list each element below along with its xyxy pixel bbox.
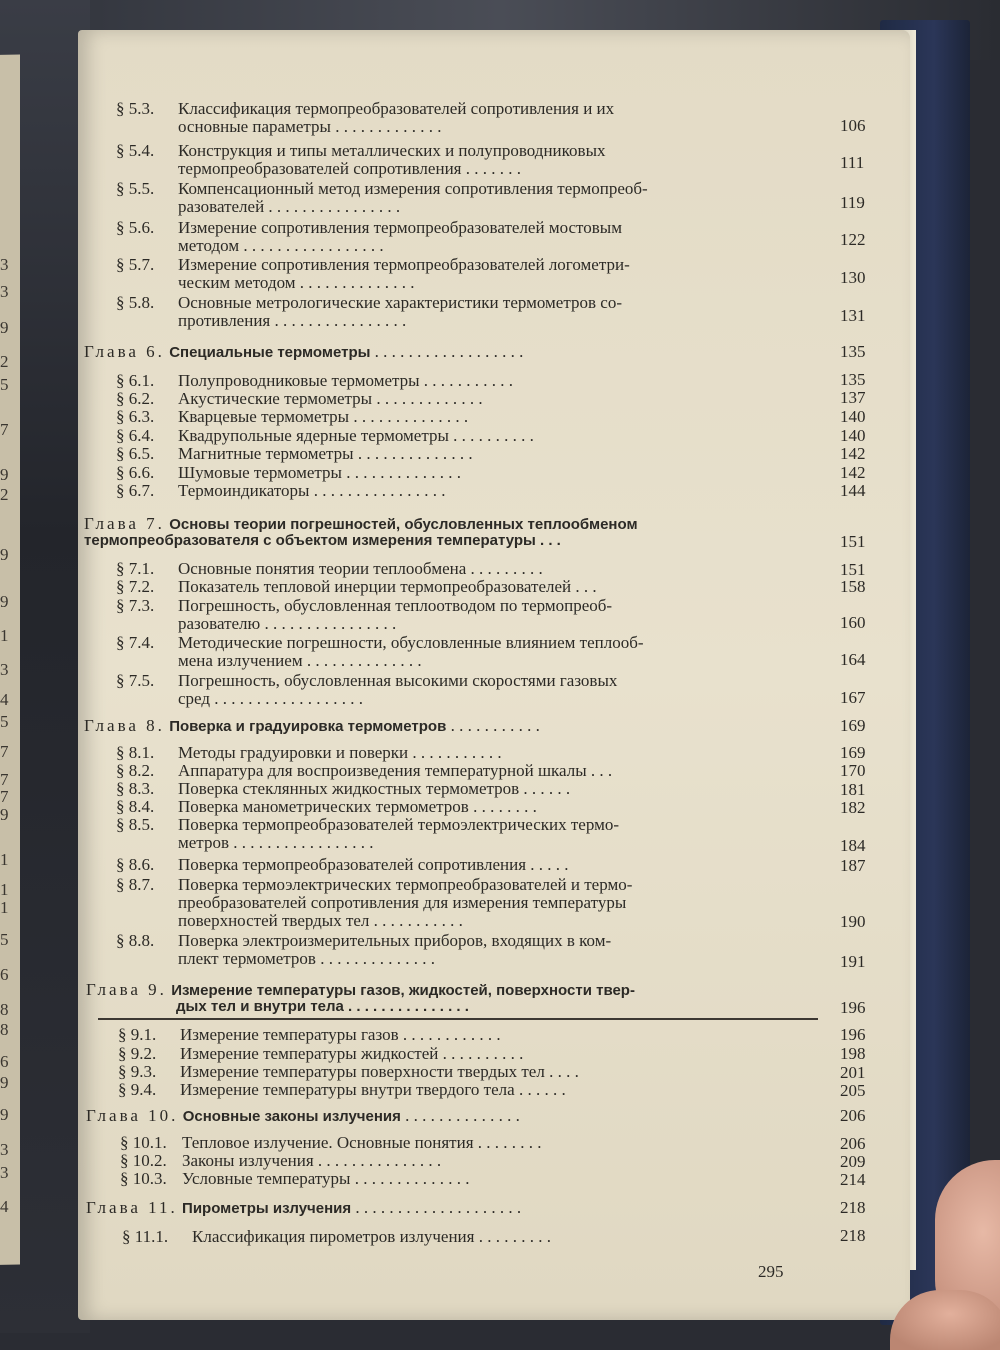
- page-number: 196: [840, 998, 866, 1017]
- page-number: 164: [840, 650, 866, 669]
- section-title-cont: разователей . . . . . . . . . . . . . . . .: [178, 197, 401, 216]
- page-number: 198: [840, 1044, 866, 1063]
- facing-digit: 7: [0, 770, 9, 789]
- section-number: § 8.1.: [116, 743, 155, 762]
- page-number: 135: [840, 370, 866, 389]
- facing-digit: 3: [0, 1163, 9, 1182]
- chapter-label: Глава 10.: [86, 1106, 179, 1125]
- chapter-label: Глава 8.: [84, 716, 165, 735]
- facing-digit: 7: [0, 420, 9, 439]
- section-title: Компенсационный метод измерения сопротивления термопреоб-: [178, 179, 648, 198]
- facing-digit: 6: [0, 1052, 9, 1071]
- section-number: § 9.3.: [118, 1062, 157, 1081]
- page-number: 201: [840, 1063, 866, 1082]
- chapter-heading: [86, 1198, 521, 1218]
- facing-digit: 8: [0, 1000, 9, 1019]
- section-number: § 5.7.: [116, 255, 155, 274]
- facing-digit: 3: [0, 660, 9, 679]
- section-title: Термоиндикаторы . . . . . . . . . . . . . . . .: [178, 481, 446, 500]
- section-title: Измерение температуры поверхности твердых тел . . . .: [180, 1062, 579, 1081]
- section-number: § 5.5.: [116, 179, 155, 198]
- page-number: 181: [840, 780, 866, 799]
- leader-dots: . . . . . . . . . . . . . .: [405, 1106, 520, 1125]
- page-number: 190: [840, 912, 866, 931]
- page-number: 182: [840, 798, 866, 817]
- page-number: 206: [840, 1134, 866, 1153]
- page-number: 160: [840, 613, 866, 632]
- page-number: 137: [840, 388, 866, 407]
- section-title-cont: преобразователей сопротивления для измерения температуры: [178, 893, 627, 912]
- separator-rule: [98, 1018, 818, 1020]
- facing-digit: 5: [0, 712, 9, 731]
- facing-digit: 4: [0, 690, 9, 709]
- section-title: Магнитные термометры . . . . . . . . . . . . . .: [178, 444, 473, 463]
- page-number: 169: [840, 743, 866, 762]
- section-title: Квадрупольные ядерные термометры . . . . . . . . . .: [178, 426, 534, 445]
- section-number: § 7.3.: [116, 596, 155, 615]
- chapter-label: Глава 9.: [86, 980, 167, 999]
- section-number: § 6.6.: [116, 463, 155, 482]
- section-number: § 11.1.: [122, 1227, 169, 1246]
- section-number: § 8.2.: [116, 761, 155, 780]
- section-title: Классификация пирометров излучения . . . . . . . . .: [192, 1227, 551, 1246]
- section-number: § 7.4.: [116, 633, 155, 652]
- facing-digit: 1: [0, 880, 9, 899]
- section-number: § 10.2.: [120, 1151, 167, 1170]
- page-folio: 295: [758, 1262, 784, 1281]
- chapter-heading: [84, 514, 638, 534]
- page-number: 151: [840, 560, 866, 579]
- page-number: 142: [840, 463, 866, 482]
- section-number: § 5.8.: [116, 293, 155, 312]
- facing-digit: 9: [0, 465, 9, 484]
- page-number: 111: [840, 153, 865, 172]
- facing-digit: 5: [0, 375, 9, 394]
- section-number: § 8.3.: [116, 779, 155, 798]
- page-number: 187: [840, 856, 866, 875]
- section-number: § 6.5.: [116, 444, 155, 463]
- chapter-title: Основные законы излучения: [182, 1108, 401, 1125]
- page-number: 191: [840, 952, 866, 971]
- facing-digit: 9: [0, 318, 9, 337]
- facing-digit: 7: [0, 787, 9, 806]
- section-number: § 6.1.: [116, 371, 155, 390]
- section-title-cont: метров . . . . . . . . . . . . . . . . .: [178, 833, 374, 852]
- section-title-cont: противления . . . . . . . . . . . . . . . .: [178, 311, 407, 330]
- chapter-heading: [84, 716, 540, 736]
- page-number: 158: [840, 577, 866, 596]
- facing-digit: 8: [0, 1020, 9, 1039]
- page-number: 196: [840, 1025, 866, 1044]
- chapter-heading: [84, 342, 523, 362]
- section-title-cont: методом . . . . . . . . . . . . . . . . .: [178, 236, 384, 255]
- section-number: § 7.1.: [116, 559, 155, 578]
- section-title: Погрешность, обусловленная высокими скоростями газовых: [178, 671, 618, 690]
- chapter-title: Поверка и градуировка термометров: [169, 718, 447, 735]
- section-number: § 6.7.: [116, 481, 155, 500]
- section-number: § 5.3.: [116, 99, 155, 118]
- section-title: Полупроводниковые термометры . . . . . . . . . . .: [178, 371, 514, 390]
- section-title: Измерение сопротивления термопреобразователей мостовым: [178, 218, 622, 237]
- chapter-label: Глава 7.: [84, 514, 165, 533]
- section-title: Поверка стеклянных жидкостных термометров . . . . . .: [178, 779, 571, 798]
- section-number: § 8.6.: [116, 855, 155, 874]
- page-number: 214: [840, 1170, 866, 1189]
- section-number: § 9.4.: [118, 1080, 157, 1099]
- section-number: § 8.7.: [116, 875, 155, 894]
- facing-digit: 4: [0, 1197, 9, 1216]
- chapter-heading: [86, 980, 635, 1000]
- page-number: 206: [840, 1106, 866, 1125]
- page-number: 169: [840, 716, 866, 735]
- facing-digit: 9: [0, 1105, 9, 1124]
- section-number: § 10.3.: [120, 1169, 167, 1188]
- leader-dots: . . . . . . . . . . .: [450, 716, 540, 735]
- page-number: 135: [840, 342, 866, 361]
- leader-dots: . . . . . . . . . . . . . . . . . . . .: [355, 1198, 522, 1217]
- page-number: 119: [840, 193, 865, 212]
- section-title: Акустические термометры . . . . . . . . . . . . .: [178, 389, 483, 408]
- chapter-label: Глава 11.: [86, 1198, 178, 1217]
- section-title: Погрешность, обусловленная теплоотводом по термопреоб-: [178, 596, 613, 615]
- chapter-title: Пирометры излучения: [182, 1200, 352, 1217]
- page-number: 130: [840, 268, 866, 287]
- section-title: Методические погрешности, обусловленные влиянием теплооб-: [178, 633, 644, 652]
- section-title-cont: ческим методом . . . . . . . . . . . . . .: [178, 273, 415, 292]
- section-number: § 6.4.: [116, 426, 155, 445]
- section-number: § 9.2.: [118, 1044, 157, 1063]
- facing-digit: 1: [0, 626, 9, 645]
- section-title: Поверка манометрических термометров . . . . . . . .: [178, 797, 537, 816]
- section-title: Поверка термопреобразователей сопротивления . . . . .: [178, 855, 569, 874]
- section-title: Поверка термоэлектрических термопреобразователей и термо-: [178, 875, 633, 894]
- chapter-title-cont: термопреобразователя с объектом измерения температуры . . .: [84, 532, 561, 549]
- chapter-title: Специальные термометры: [169, 344, 371, 361]
- section-title: Измерение температуры внутри твердого тела . . . . . .: [180, 1080, 566, 1099]
- chapter-title-cont: дых тел и внутри тела . . . . . . . . . . . . . . .: [176, 998, 469, 1015]
- chapter-label: Глава 6.: [84, 342, 165, 361]
- section-title: Поверка электроизмерительных приборов, входящих в ком-: [178, 931, 612, 950]
- section-title-cont: основные параметры . . . . . . . . . . . . .: [178, 117, 442, 136]
- section-number: § 8.5.: [116, 815, 155, 834]
- section-number: § 5.4.: [116, 141, 155, 160]
- page-number: 209: [840, 1152, 866, 1171]
- section-title: Измерение температуры жидкостей . . . . . . . . . .: [180, 1044, 524, 1063]
- page-number: 167: [840, 688, 866, 707]
- section-title: Показатель тепловой инерции термопреобразователей . . .: [178, 577, 597, 596]
- section-title: Классификация термопреобразователей сопротивления и их: [178, 99, 615, 118]
- chapter-heading: [86, 1106, 520, 1126]
- facing-digit: 2: [0, 352, 9, 371]
- section-number: § 6.2.: [116, 389, 155, 408]
- section-number: § 8.4.: [116, 797, 155, 816]
- facing-digit: 9: [0, 545, 9, 564]
- section-number: § 8.8.: [116, 931, 155, 950]
- facing-digit: 9: [0, 805, 9, 824]
- facing-digit: 1: [0, 850, 9, 869]
- chapter-title: Измерение температуры газов, жидкостей, поверхности твер-: [171, 982, 635, 999]
- facing-digit: 3: [0, 255, 9, 274]
- facing-digit: 3: [0, 1140, 9, 1159]
- section-number: § 9.1.: [118, 1025, 157, 1044]
- facing-digit: 7: [0, 742, 9, 761]
- facing-digit: 3: [0, 282, 9, 301]
- page-number: 142: [840, 444, 866, 463]
- section-title: Аппаратура для воспроизведения температурной шкалы . . .: [178, 761, 613, 780]
- book-page: [78, 30, 910, 1320]
- section-number: § 10.1.: [120, 1133, 167, 1152]
- section-title-cont: плект термометров . . . . . . . . . . . . . .: [178, 949, 435, 968]
- section-title: Законы излучения . . . . . . . . . . . . . . .: [182, 1151, 442, 1170]
- section-title: Основные понятия теории теплообмена . . . . . . . . .: [178, 559, 543, 578]
- section-title: Измерение сопротивления термопреобразователей логометри-: [178, 255, 630, 274]
- facing-digit: 6: [0, 965, 9, 984]
- leader-dots: . . . . . . . . . . . . . . . . . .: [374, 342, 524, 361]
- facing-digit: 5: [0, 930, 9, 949]
- section-title: Тепловое излучение. Основные понятия . . . . . . . .: [182, 1133, 542, 1152]
- facing-digit: 2: [0, 485, 9, 504]
- section-title-cont: поверхностей твердых тел . . . . . . . . . . .: [178, 911, 463, 930]
- page-number: 106: [840, 116, 866, 135]
- section-title-cont: разователю . . . . . . . . . . . . . . . .: [178, 614, 397, 633]
- section-title: Основные метрологические характеристики термометров со-: [178, 293, 622, 312]
- facing-digit: 9: [0, 1073, 9, 1092]
- facing-digit: 9: [0, 592, 9, 611]
- section-title-cont: сред . . . . . . . . . . . . . . . . . .: [178, 689, 364, 708]
- section-title-cont: мена излучением . . . . . . . . . . . . . .: [178, 651, 422, 670]
- section-number: § 7.2.: [116, 577, 155, 596]
- section-title: Поверка термопреобразователей термоэлектрических термо-: [178, 815, 620, 834]
- section-title: Конструкция и типы металлических и полупроводниковых: [178, 141, 606, 160]
- section-title: Кварцевые термометры . . . . . . . . . . . . . .: [178, 407, 469, 426]
- page-number: 218: [840, 1226, 866, 1245]
- section-title: Условные температуры . . . . . . . . . . . . . .: [182, 1169, 470, 1188]
- page-number: 218: [840, 1198, 866, 1217]
- page-number: 140: [840, 407, 866, 426]
- page-number: 131: [840, 306, 866, 325]
- section-number: § 5.6.: [116, 218, 155, 237]
- page-number: 205: [840, 1081, 866, 1100]
- page-number: 151: [840, 532, 866, 551]
- section-title: Шумовые термометры . . . . . . . . . . . . . .: [178, 463, 461, 482]
- section-title: Методы градуировки и поверки . . . . . . . . . . .: [178, 743, 502, 762]
- section-number: § 7.5.: [116, 671, 155, 690]
- section-number: § 6.3.: [116, 407, 155, 426]
- section-title: Измерение температуры газов . . . . . . . . . . . .: [180, 1025, 501, 1044]
- facing-digit: 1: [0, 898, 9, 917]
- page-number: 140: [840, 426, 866, 445]
- page-number: 184: [840, 836, 866, 855]
- page-number: 122: [840, 230, 866, 249]
- chapter-title: Основы теории погрешностей, обусловленных теплообменом: [169, 516, 638, 533]
- page-number: 144: [840, 481, 866, 500]
- section-title-cont: термопреобразователей сопротивления . . . . . . .: [178, 159, 521, 178]
- page-number: 170: [840, 761, 866, 780]
